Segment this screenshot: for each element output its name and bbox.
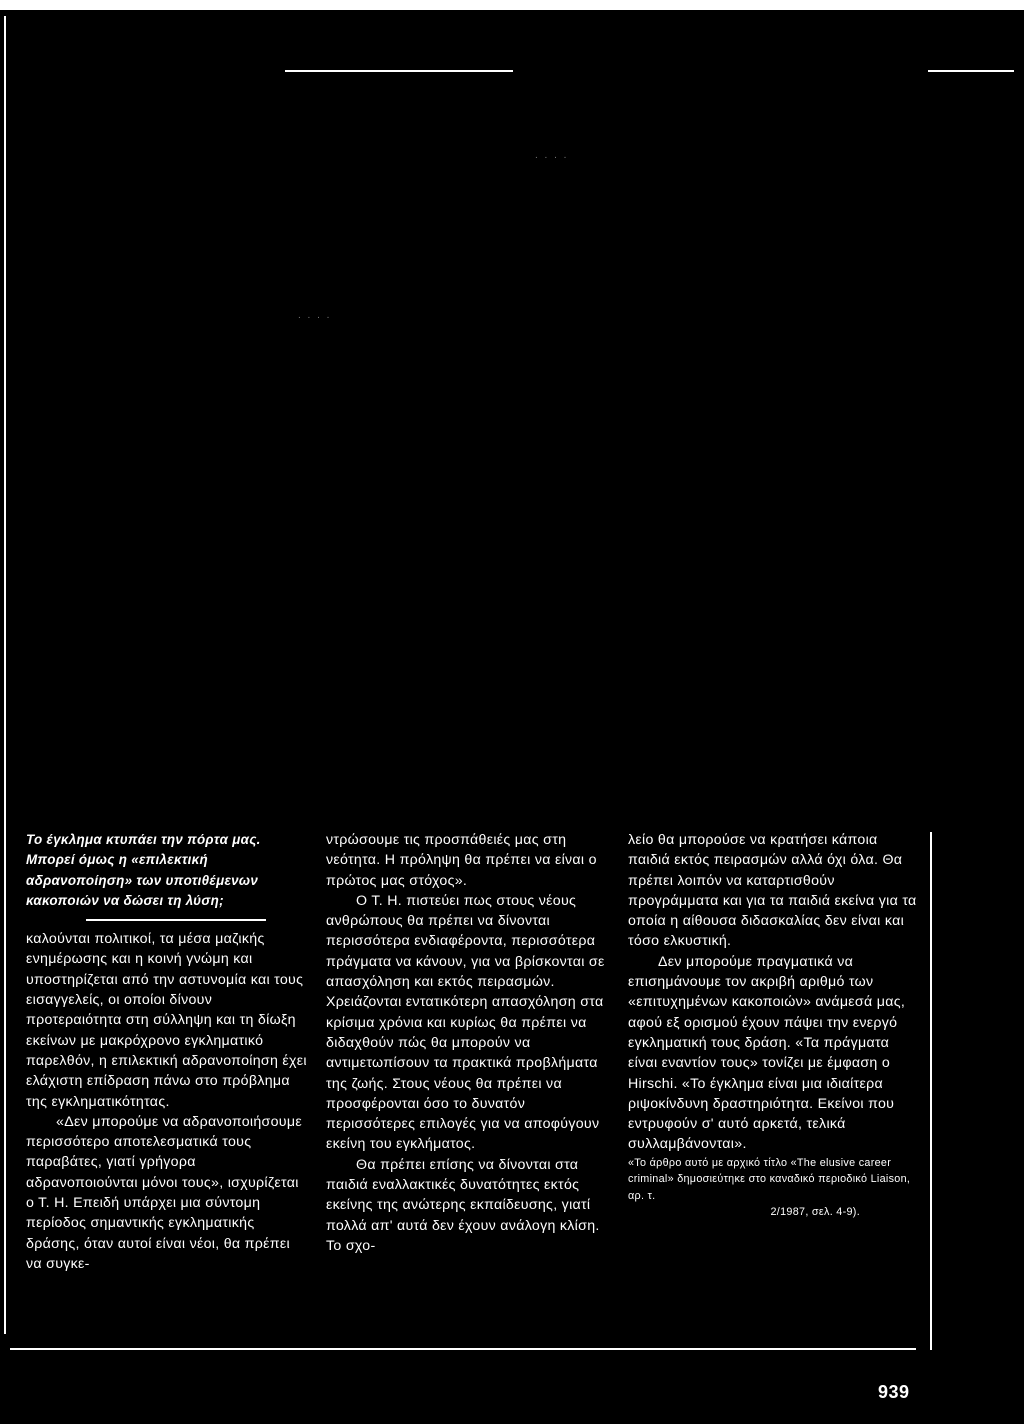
top-rule-right [928,70,1014,72]
paragraph: λείο θα μπορούσε να κρατήσει κάποια παιδιά εκτός πειρασμών αλλά όχι όλα. Θα πρέπει λοιπόν να καταρτισθούν προγράμματα και για τα παιδιά εκείνα για τα οποία η αίθουσα διδασκαλίας δεν είναι και τόσο ελκυστική. [628,832,917,950]
top-rule-left [285,70,513,72]
lead-divider [86,919,266,921]
lead-question: Το έγκλημα κτυπάει την πόρτα μας. Μπορεί όμως η «επιλεκτική αδρανοποίηση» των υποτιθέμενων κακοποιών να δώσει τη λύση; [26,832,261,908]
faint-marks-middle: . . . . [298,310,332,321]
paragraph: ντρώσουμε τις προσπάθειές μας στη νεότητα. Η πρόληψη θα πρέπει να είναι ο πρώτος μας στόχος». [326,832,597,889]
paragraph: «Δεν μπορούμε να αδρανοποιήσουμε περισσότερο αποτελεσματικά τους παραβάτες, γιατί γρήγορα αδρανοποιούνται μόνοι τους», ισχυρίζεται ο Τ. Η. Επειδή υπάρχει μια σύντομη περίοδος σημαντικής εγκληματικής δράσης, όταν αυτοί είναι νέοι, θα πρέπει να συγκε- [26,1113,302,1272]
top-edge-band [0,0,1024,10]
source-footnote [628,1155,920,1221]
faint-marks-top: . . . . [535,150,569,161]
paragraph: καλούνται πολιτικοί, τα μέσα μαζικής ενημέρωσης και η κοινή γνώμη και υποστηρίζεται από την αστυνομία και τους εισαγγελείς, οι οποίοι δίνουν προτεραιότητα στη σύλληψη και τη δίωξη εκείνων με μακρόχρονο εγκληματικό παρελθόν, η επιλεκτική αδρανοποίηση έχει ελάχιστη επίδραση πάνω στο πρόβλημα της εγκληματικότητας. [26,931,307,1110]
bottom-rule [10,1348,916,1350]
footnote-text: «Το άρθρο αυτό με αρχικό τίτλο «The elusive career criminal» δημοσιεύτηκε στο καναδικό περιοδικό Liaison, αρ. τ. [628,1156,911,1202]
paragraph: Ο Τ. Η. πιστεύει πως στους νέους ανθρώπους θα πρέπει να δίνονται περισσότερα ενδιαφέροντα, περισσότερα πράγματα να κάνουν, για να βρίσκονται σε απασχόληση και εκτός πειρασμών. Χρειάζονται εντατικότερη απασχόληση στα κρίσιμα χρόνια και κυρίως θα πρέπει να διδαχθούν πώς θα μπορούν να αντιμετωπίσουν τα πρακτικά προβλήματα της ζωής. Στους νέους θα πρέπει να προσφέρονται όσο το δυνατόν περισσότερες επιλογές για να αποφύγουν εκείνη του εγκλήματος. [326,892,605,1153]
column-right [628,830,920,1221]
footnote-end: 2/1987, σελ. 4-9). [770,1206,860,1219]
paragraph: Δεν μπορούμε πραγματικά να επισημάνουμε τον ακριβή αριθμό των «επιτυχημένων κακοποιών» ανάμεσά μας, αφού εξ ορισμού έχουν πάψει την ενεργό εγκληματική τους δράση. «Τα πράγματα είναι εναντίον τους» τονίζει με έμφαση ο Hirschi. «Το έγκλημα είναι μια ιδιαίτερα ριψοκίνδυνη δραστηριότητα. Εκείνοι που εντρυφούν σ' αυτό αρκετά, τελικά συλλαμβάνονται». [628,953,906,1153]
right-column-rule [930,832,932,1350]
page-number: 939 [878,1382,910,1402]
left-edge-line [4,16,6,1334]
column-middle [326,830,612,1256]
column-left [26,830,308,1274]
paragraph: Θα πρέπει επίσης να δίνονται στα παιδιά εναλλακτικές δυνατότητες εκτός εκείνης της ανώτερης εκπαίδευσης, γιατί πολλά απ' αυτά δεν έχουν ανάλογη κλίση. Το σχο- [326,1156,600,1254]
